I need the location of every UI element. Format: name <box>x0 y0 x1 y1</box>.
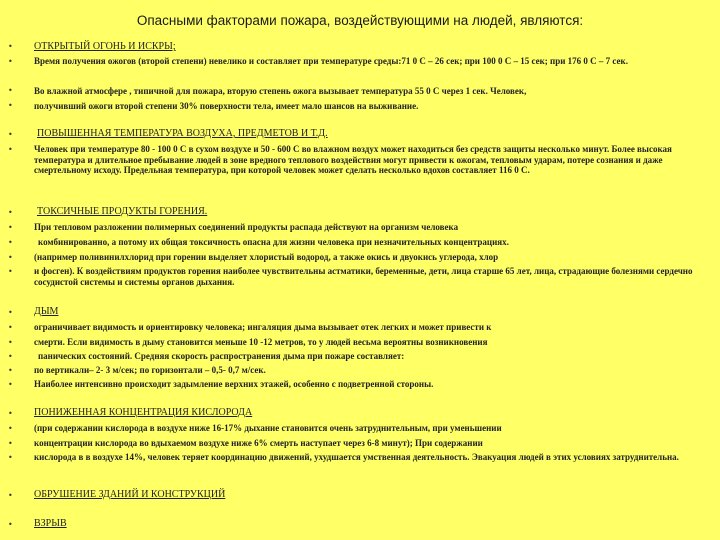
section-heading-oxygen: ПОНИЖЕННАЯ КОНЦЕНТРАЦИЯ КИСЛОРОДА <box>34 407 253 418</box>
section-heading-explosion: ВЗРЫВ <box>34 518 67 529</box>
bullet: • <box>8 253 13 262</box>
temperature-text-1: Человек при температуре 80 - 100 0 С в сухом воздухе и 50 - 600 С во влажном воздух может находиться без средств защиты несколько минут. Более высокая температура и длительное пребывание людей в зоне вредного теплового воздействия могут привести к ожогам, тепловым ударам, потере сознания и даже смертельному исходу. Предельная температура, при которой человек может сделать несколько вдохов составляет 116 0 С. <box>34 144 672 175</box>
section-heading-smoke: ДЫМ <box>34 306 59 317</box>
toxic-text-3: (например поливинилхлорид при горении выделяет хлористый водород, а также окись и двуокись углерода, хлор <box>34 252 499 262</box>
bullet: • <box>8 424 13 433</box>
bullet: • <box>8 439 13 448</box>
smoke-text-2: смерти. Если видимость в дыму становится меньше 10 -12 метров, то у людей весьма вероятны возникновения <box>34 337 488 347</box>
bullet: • <box>8 145 13 154</box>
oxygen-text-2: концентрации кислорода во вдыхаемом воздухе ниже 6% смерть наступает через 6-8 минут); При содержании <box>34 438 483 448</box>
bullet: • <box>8 491 13 500</box>
section-heading-toxic: ТОКСИЧНЫЕ ПРОДУКТЫ ГОРЕНИЯ. <box>37 206 208 217</box>
smoke-text-1: ограничивает видимость и ориентировку человека; ингаляция дыма вызывает отек легких и может привести к <box>34 322 492 332</box>
bullet: • <box>8 409 13 418</box>
bullet: • <box>8 380 13 389</box>
section-heading-collapse: ОБРУШЕНИЕ ЗДАНИЙ И КОНСТРУКЦИЙ <box>34 489 226 500</box>
page-title: Опасными факторами пожара, воздействующими на людей, являются: <box>136 13 584 28</box>
bullet: • <box>8 338 13 347</box>
bullet: • <box>8 352 13 361</box>
bullet: • <box>8 323 13 332</box>
bullet: • <box>8 101 13 110</box>
smoke-text-5: Наиболее интенсивно происходит задымление верхних этажей, особенно с подветренной стороны. <box>34 379 434 389</box>
toxic-text-1: При тепловом разложении полимерных соединений продукты распада действуют на организм человека <box>34 222 459 232</box>
bullet: • <box>8 86 13 95</box>
fire-text-2: Во влажной атмосфере , типичной для пожара, вторую степень ожога вызывает температура 55 0 С через 1 сек. Человек, <box>34 86 527 96</box>
bullet: • <box>8 366 13 375</box>
bullet: • <box>8 208 13 217</box>
bullet: • <box>8 453 13 462</box>
bullet: • <box>8 267 13 276</box>
section-heading-fire: ОТКРЫТЫЙ ОГОНЬ И ИСКРЫ; <box>34 41 176 52</box>
fire-text-1: Время получения ожогов (второй степени) невелико и составляет при температуре среды:71 0 С – 26 сек; при 100 0 С – 15 сек; при 176 0 С – 7 сек. <box>34 56 628 66</box>
bullet: • <box>8 223 13 232</box>
bullet: • <box>8 308 13 317</box>
fire-text-3: получивший ожоги второй степени 30% поверхности тела, имеет мало шансов на выживание. <box>34 101 419 111</box>
section-heading-temperature: ПОВЫШЕННАЯ ТЕМПЕРАТУРА ВОЗДУХА, ПРЕДМЕТОВ И Т.Д. <box>37 128 328 139</box>
toxic-text-4: и фосген). К воздействиям продуктов горения наиболее чувствительны астматики, беременные, дети, лица старше 65 лет, лица, страдающие болезнями сердечно сосудистой системы и системы органов дыхания. <box>34 266 693 287</box>
bullet: • <box>8 57 13 66</box>
oxygen-text-3: кислорода в в воздухе 14%, человек теряет координацию движений, ухудшается умственная деятельность. Эвакуация людей в этих условиях затруднительна. <box>34 452 679 462</box>
bullet: • <box>8 42 13 51</box>
bullet: • <box>8 520 13 529</box>
oxygen-text-1: (при содержании кислорода в воздухе ниже 16-17% дыхание становится очень затруднительным, при уменьшении <box>34 423 502 433</box>
smoke-text-3: панических состояний. Средняя скорость распространения дыма при пожаре составляет: <box>38 351 405 361</box>
bullet: • <box>8 238 13 247</box>
smoke-text-4: по вертикали– 2- 3 м/сек; по горизонтали – 0,5- 0,7 м/сек. <box>34 365 266 375</box>
bullet: • <box>8 130 13 139</box>
toxic-text-2: комбинированно, а потому их общая токсичность опасна для жизни человека при незначительных концентрациях. <box>38 237 509 247</box>
